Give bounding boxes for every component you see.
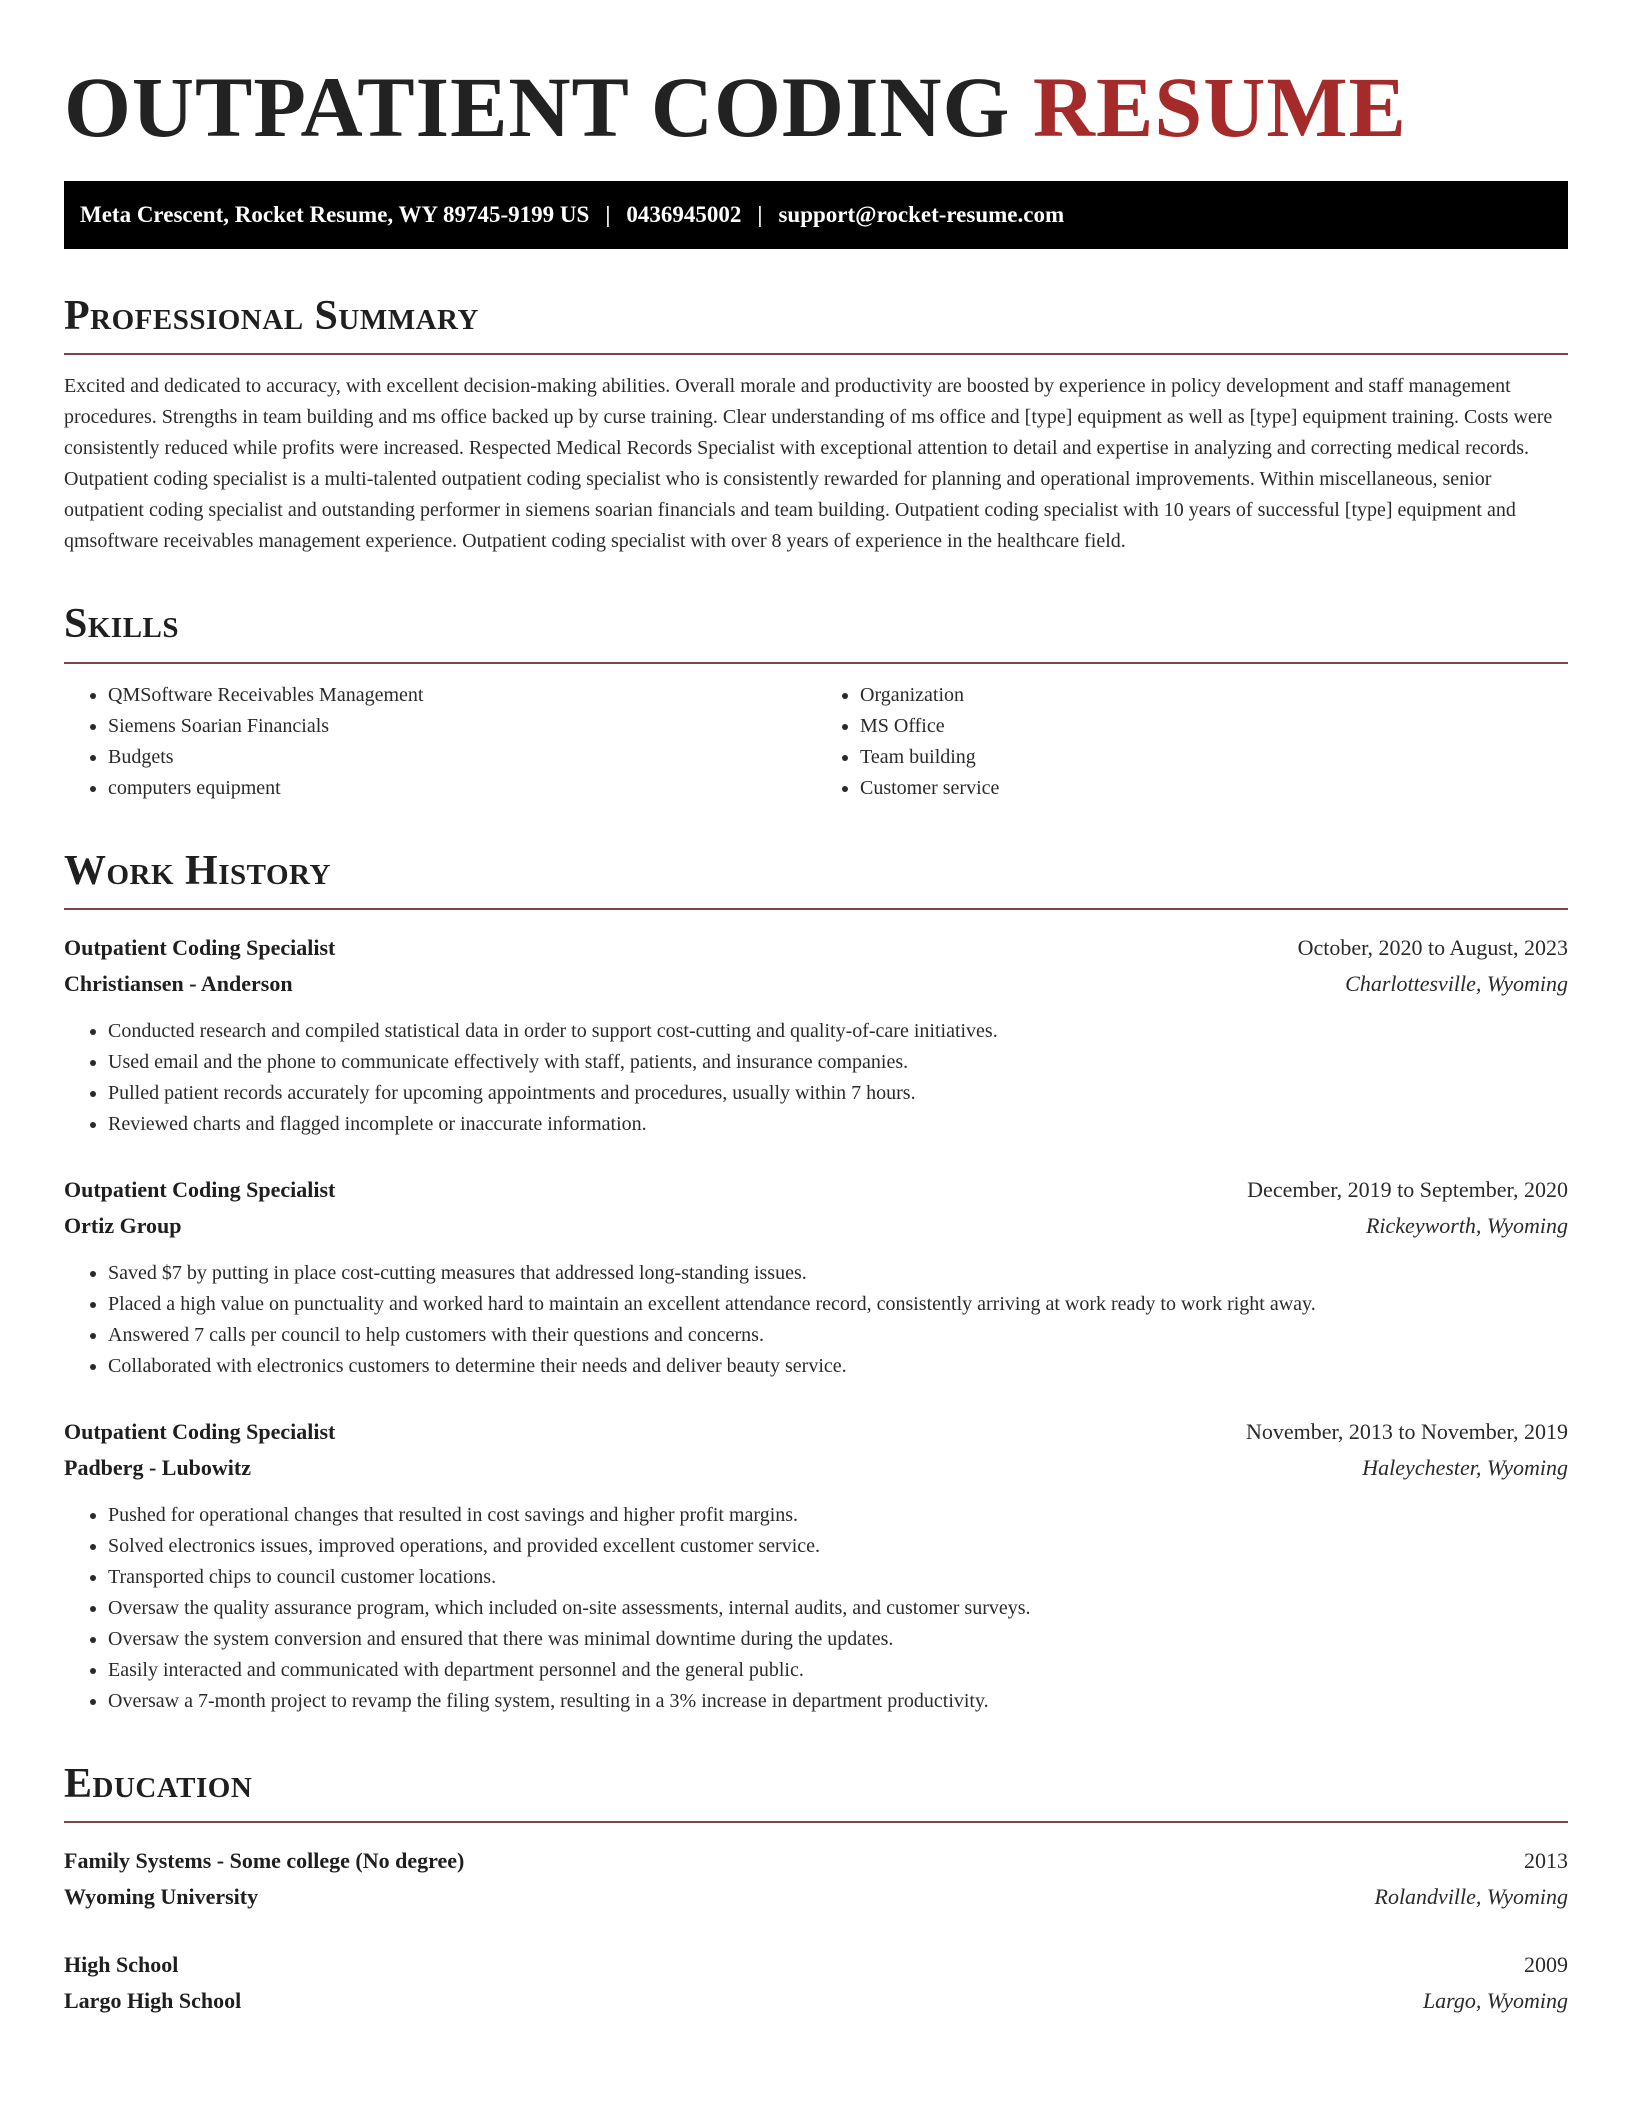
skill-item: • Team building <box>860 742 1568 773</box>
skills-list <box>64 680 1568 804</box>
job-title: Outpatient Coding Specialist <box>64 1418 336 1444</box>
job-entry <box>64 1172 1568 1382</box>
job-dates: October, 2020 to August, 2023 <box>1297 934 1568 960</box>
skill-item: • Customer service <box>860 773 1568 804</box>
job-bullet: • Solved electronics issues, improved operations, and provided excellent customer service. <box>108 1531 1568 1562</box>
job-bullet: • Oversaw the quality assurance program, which included on-site assessments, internal audits, and customer surveys. <box>108 1593 1568 1624</box>
job-dates: December, 2019 to September, 2020 <box>1247 1176 1568 1202</box>
education-year: 2009 <box>1524 1951 1568 1977</box>
job-entry <box>64 930 1568 1140</box>
contact-bar <box>64 181 1568 249</box>
skill-item: • QMSoftware Receivables Management <box>108 680 816 711</box>
job-bullets <box>64 1016 1568 1140</box>
job-company-row <box>64 1450 1568 1486</box>
job-bullet: • Easily interacted and communicated with department personnel and the general public. <box>108 1655 1568 1686</box>
work-history-heading: Work History <box>64 848 1568 910</box>
education-school: Largo High School <box>64 1987 242 2013</box>
job-bullets <box>64 1500 1568 1717</box>
job-title: Outpatient Coding Specialist <box>64 934 336 960</box>
job-company: Christiansen - Anderson <box>64 970 293 996</box>
title-main: OUTPATIENT CODING <box>64 59 1011 155</box>
skill-item: • Organization <box>860 680 1568 711</box>
education-location: Rolandville, Wyoming <box>1374 1883 1568 1909</box>
job-bullet: • Collaborated with electronics customers to determine their needs and deliver beauty service. <box>108 1351 1568 1382</box>
education-year: 2013 <box>1524 1847 1568 1873</box>
job-bullet: • Placed a high value on punctuality and worked hard to maintain an excellent attendance record, consistently arriving at work ready to work right away. <box>108 1289 1568 1320</box>
contact-address: Meta Crescent, Rocket Resume, WY 89745-9199 US <box>80 202 590 228</box>
education-school: Wyoming University <box>64 1883 259 1909</box>
job-bullet: • Reviewed charts and flagged incomplete or inaccurate information. <box>108 1109 1568 1140</box>
job-company: Ortiz Group <box>64 1212 182 1238</box>
contact-separator: | <box>757 202 763 228</box>
resume-title <box>64 56 1568 159</box>
job-bullets <box>64 1258 1568 1382</box>
job-bullet: • Pulled patient records accurately for upcoming appointments and procedures, usually within 7 hours. <box>108 1078 1568 1109</box>
contact-separator: | <box>605 202 611 228</box>
contact-phone: 0436945002 <box>626 202 742 228</box>
education-entry <box>64 1843 1568 1915</box>
skill-item: • Budgets <box>108 742 816 773</box>
skill-item: • Siemens Soarian Financials <box>108 711 816 742</box>
job-bullet: • Answered 7 calls per council to help customers with their questions and concerns. <box>108 1320 1568 1351</box>
skills-column-right <box>816 680 1568 804</box>
job-bullet: • Transported chips to council customer locations. <box>108 1562 1568 1593</box>
job-dates: November, 2013 to November, 2019 <box>1245 1418 1568 1444</box>
education-degree-row <box>64 1947 1568 1983</box>
skill-item: • computers equipment <box>108 773 816 804</box>
job-header-row <box>64 1414 1568 1450</box>
education-degree-row <box>64 1843 1568 1879</box>
education-entry <box>64 1947 1568 2019</box>
skill-item: • MS Office <box>860 711 1568 742</box>
title-accent: RESUME <box>1032 59 1407 155</box>
skills-heading: Skills <box>64 601 1568 663</box>
job-bullet: • Oversaw the system conversion and ensured that there was minimal downtime during the updates. <box>108 1624 1568 1655</box>
job-company: Padberg - Lubowitz <box>64 1454 251 1480</box>
education-school-row <box>64 1983 1568 2019</box>
education-degree: Family Systems - Some college (No degree) <box>64 1847 465 1873</box>
job-bullet: • Used email and the phone to communicate effectively with staff, patients, and insurance companies. <box>108 1047 1568 1078</box>
education-location: Largo, Wyoming <box>1422 1987 1568 2013</box>
skills-column-left <box>64 680 816 804</box>
job-bullet: • Oversaw a 7-month project to revamp the filing system, resulting in a 3% increase in department productivity. <box>108 1686 1568 1717</box>
job-location: Rickeyworth, Wyoming <box>1365 1212 1568 1238</box>
job-title: Outpatient Coding Specialist <box>64 1176 336 1202</box>
contact-email: support@rocket-resume.com <box>778 202 1065 228</box>
job-bullet: • Conducted research and compiled statistical data in order to support cost-cutting and quality-of-care initiatives. <box>108 1016 1568 1047</box>
summary-heading: Professional Summary <box>64 293 1568 355</box>
job-company-row <box>64 966 1568 1002</box>
job-company-row <box>64 1208 1568 1244</box>
job-location: Haleychester, Wyoming <box>1362 1454 1568 1480</box>
job-header-row <box>64 1172 1568 1208</box>
job-entry <box>64 1414 1568 1717</box>
education-school-row <box>64 1879 1568 1915</box>
summary-text: Excited and dedicated to accuracy, with excellent decision-making abilities. Overall morale and productivity are boosted by experience in policy development and staff management procedures. Strengths in team building and ms office backed up by curse training. Clear understanding of ms office and [type] equipment as well as [type] equipment training. Costs were consistently reduced while profits were increased. Respected Medical Records Specialist with exceptional attention to detail and expertise in analyzing and correcting medical records. Outpatient coding specialist is a multi-talented outpatient coding specialist who is consistently rewarded for planning and operational improvements. Within miscellaneous, senior outpatient coding specialist and outstanding performer in siemens soarian financials and team building. Outpatient coding specialist with 10 years of successful [type] equipment and qmsoftware receivables management experience. Outpatient coding specialist with over 8 years of experience in the healthcare field. <box>64 375 1553 553</box>
job-location: Charlottesville, Wyoming <box>1345 970 1568 996</box>
job-bullet: • Pushed for operational changes that resulted in cost savings and higher profit margins. <box>108 1500 1568 1531</box>
job-header-row <box>64 930 1568 966</box>
education-degree: High School <box>64 1951 179 1977</box>
job-bullet: • Saved $7 by putting in place cost-cutting measures that addressed long-standing issues. <box>108 1258 1568 1289</box>
education-heading: Education <box>64 1761 1568 1823</box>
